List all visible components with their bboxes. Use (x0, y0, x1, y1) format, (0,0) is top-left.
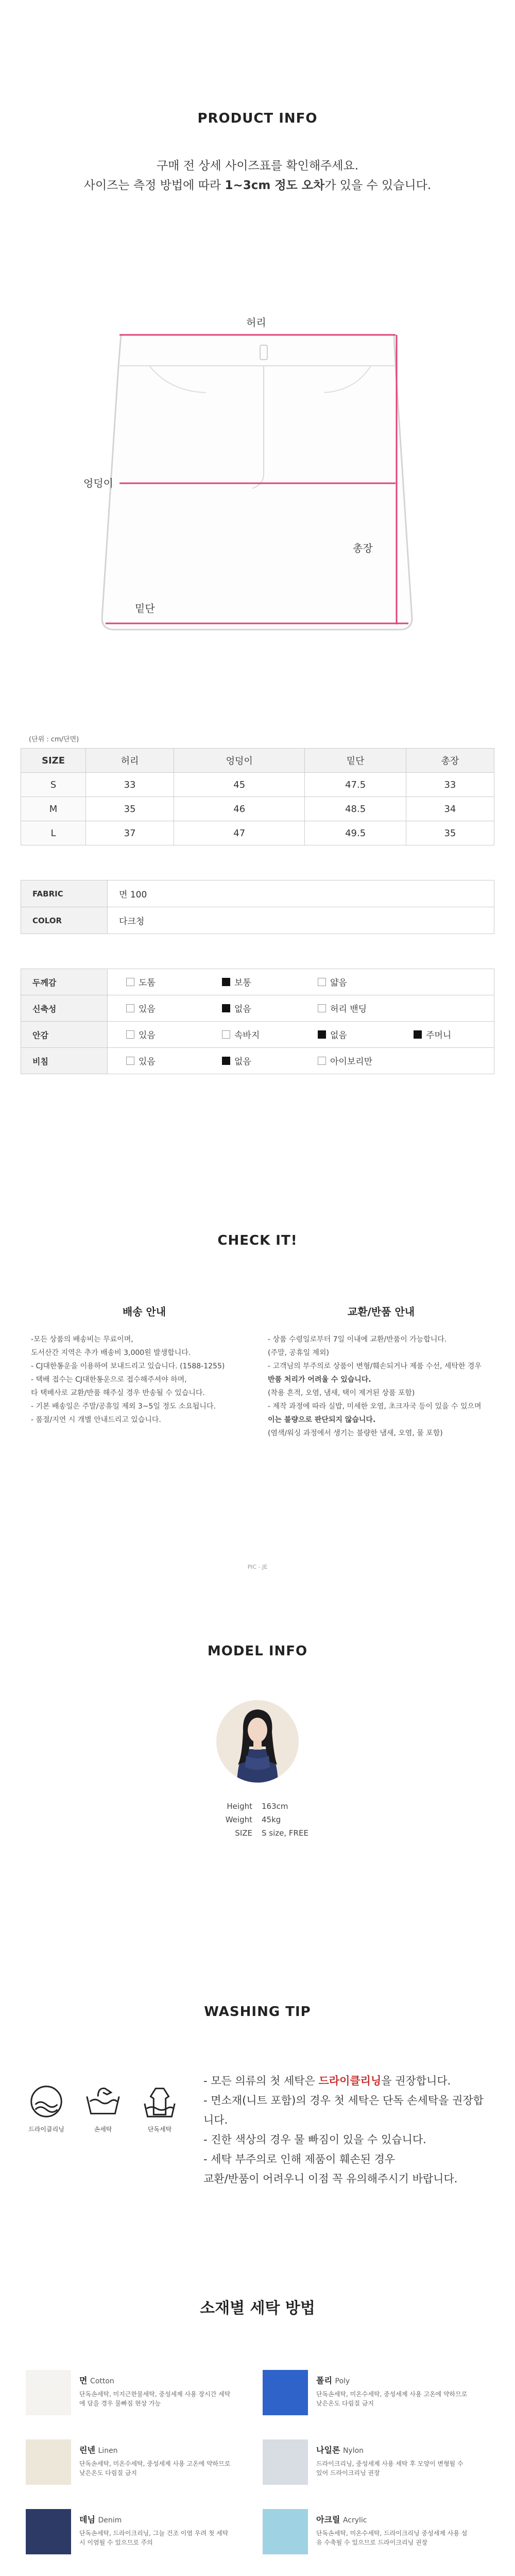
feature-option-label: 있음 (139, 1057, 156, 1067)
material-korean-name: 린넨 (79, 2445, 95, 2455)
tip-text: 교환/반품이 어려우니 이점 꼭 유의해주시기 바랍니다. (203, 2173, 458, 2185)
delivery-line: 도서산간 지역은 추가 배송비 3,000원 발생합니다. (31, 1349, 191, 1357)
material-description: 단독손세탁, 드라이크리닝, 그늘 건조 이염 우려 첫 세탁 시 이염될 수 있으므로 주의 (79, 2530, 229, 2546)
feature-key: 두께감 (21, 969, 108, 995)
feature-option (203, 1054, 299, 1067)
tolerance-highlight: 1~3cm 정도 오차 (225, 179, 325, 192)
unchecked-box-icon (318, 1004, 326, 1012)
feature-option-label: 도톰 (139, 978, 156, 989)
unchecked-box-icon (126, 978, 134, 986)
material-item (263, 2509, 505, 2561)
table-cell: 46 (174, 797, 305, 821)
weight-value: 45kg (262, 1815, 281, 1824)
product-info-line2 (0, 176, 515, 195)
feature-option-label: 얇음 (330, 978, 347, 989)
feature-options (108, 1048, 494, 1074)
material-item (263, 2439, 505, 2491)
feature-row (21, 969, 494, 995)
fabric-row (21, 880, 494, 907)
material-name (79, 2444, 118, 2455)
dry-clean-icon (21, 2081, 72, 2133)
material-korean-name: 폴리 (316, 2376, 332, 2385)
feature-option-label: 보통 (234, 978, 251, 989)
material-english-name: Denim (98, 2516, 122, 2524)
feature-option (203, 1002, 299, 1014)
size-value: S size, FREE (262, 1828, 308, 1838)
washing-tip-line (203, 2130, 492, 2149)
feature-row (21, 995, 494, 1022)
material-korean-name: 면 (79, 2376, 88, 2385)
exchange-line: (착용 흔적, 오염, 냄새, 택이 제거된 상품 포함) (268, 1389, 415, 1397)
delivery-line: - CJ대한통운을 이용하여 보내드리고 있습니다. (1588-1255) (31, 1362, 225, 1370)
unchecked-box-icon (126, 1004, 134, 1012)
delivery-line: - 품절/지연 시 개별 안내드리고 있습니다. (31, 1416, 161, 1424)
small-mark: PIC - JE (247, 1564, 268, 1570)
dry-clean-label: 드라이클리닝 (28, 2126, 64, 2133)
feature-row (21, 1022, 494, 1048)
table-cell: 33 (86, 773, 174, 797)
unchecked-box-icon (126, 1057, 134, 1065)
material-item (26, 2439, 268, 2491)
unchecked-box-icon (318, 1057, 326, 1065)
length-label: 총장 (353, 542, 373, 554)
material-swatch (26, 2509, 71, 2554)
separate-wash-icon (134, 2081, 185, 2133)
material-item (26, 2509, 268, 2561)
feature-option-label: 허리 밴딩 (330, 1004, 367, 1015)
tip-text: - 진한 색상의 경우 물 빠짐이 있을 수 있습니다. (203, 2133, 426, 2146)
material-swatch (263, 2439, 308, 2485)
feature-option-label: 주머니 (426, 1030, 452, 1041)
washing-tips (203, 2071, 492, 2189)
material-item (26, 2370, 268, 2421)
feature-option-label: 없음 (234, 1057, 251, 1067)
exchange-line: - 상품 수령일로부터 7일 이내에 교환/반품이 가능합니다. (268, 1335, 447, 1344)
hem-label: 밑단 (135, 602, 155, 615)
feature-option (108, 1054, 203, 1067)
table-cell: 33 (406, 773, 494, 797)
feature-key: 비침 (21, 1048, 108, 1074)
exchange-line: - 제작 과정에 따라 실밥, 미세한 오염, 초크자국 등이 있을 수 있으며 (268, 1402, 482, 1411)
feature-option-label: 있음 (139, 1004, 156, 1015)
unchecked-box-icon (126, 1030, 134, 1039)
height-key: Height (227, 1802, 252, 1811)
tip-text: 을 권장합니다. (381, 2075, 451, 2087)
delivery-title: 배송 안내 (122, 1306, 166, 1318)
exchange-title: 교환/반품 안내 (347, 1306, 415, 1318)
material-name (316, 2513, 367, 2525)
product-info-section (0, 111, 515, 195)
height-value: 163cm (262, 1802, 288, 1811)
material-care-title: 소재별 세탁 방법 (200, 2299, 315, 2317)
fabric-table (21, 880, 494, 934)
table-cell: 35 (406, 821, 494, 845)
washing-tip-line (203, 2169, 492, 2189)
material-name (316, 2374, 350, 2386)
feature-option (108, 975, 203, 988)
checked-box-icon (222, 1057, 230, 1065)
color-value: 다크청 (108, 907, 494, 934)
feature-option (395, 1028, 491, 1041)
table-cell: 35 (86, 797, 174, 821)
material-name (79, 2513, 122, 2525)
feature-option (299, 1002, 395, 1014)
material-name (316, 2444, 364, 2455)
feature-option (203, 975, 299, 988)
delivery-line: 타 택배사로 교환/반품 해주실 경우 반송될 수 있습니다. (31, 1389, 205, 1397)
separate-wash-label: 단독세탁 (147, 2126, 172, 2133)
table-cell: L (21, 821, 86, 845)
feature-option (108, 1028, 203, 1041)
product-info-title: PRODUCT INFO (197, 111, 318, 126)
material-korean-name: 데님 (79, 2515, 95, 2524)
material-english-name: Linen (98, 2447, 118, 2455)
product-info-subtitle (0, 156, 515, 195)
fabric-key: FABRIC (21, 880, 108, 907)
washing-tip-line (203, 2149, 492, 2169)
hand-wash-label: 손세탁 (94, 2126, 112, 2133)
table-cell: 34 (406, 797, 494, 821)
material-english-name: Nylon (342, 2447, 364, 2455)
feature-option-label: 없음 (330, 1030, 347, 1041)
material-description: 단독손세탁, 미온수세탁, 중성세제 사용 고온에 약하므로 낮은온도 다림질 금지 (79, 2460, 231, 2477)
material-english-name: Acrylic (342, 2516, 367, 2524)
fabric-value: 면 100 (108, 880, 494, 907)
material-description: 단독손세탁, 미지근한물세탁, 중성세제 사용 장시간 세탁에 담을 경우 물빠짐 현상 가능 (79, 2391, 231, 2407)
material-english-name: Cotton (90, 2377, 114, 2385)
exchange-line: 이는 불량으로 판단되지 않습니다. (268, 1416, 376, 1424)
feature-options (108, 995, 494, 1022)
color-row (21, 907, 494, 934)
delivery-line: - 택배 접수는 CJ대한통운으로 접수해주셔야 하며, (31, 1376, 187, 1384)
tip-text: - 모든 의류의 첫 세탁은 (203, 2075, 319, 2087)
material-name (79, 2374, 114, 2386)
checked-box-icon (222, 1004, 230, 1012)
model-stats (216, 1800, 308, 1840)
table-cell: 49.5 (305, 821, 406, 845)
color-key: COLOR (21, 907, 108, 934)
exchange-line: (염색/워싱 과정에서 생기는 불량한 냄새, 오염, 물 포함) (268, 1429, 443, 1437)
delivery-lines (31, 1333, 258, 1427)
feature-options (108, 969, 494, 995)
checked-box-icon (414, 1030, 422, 1039)
model-portrait (216, 1700, 299, 1783)
material-swatch (263, 2509, 308, 2554)
table-cell: 45 (174, 773, 305, 797)
unchecked-box-icon (318, 978, 326, 986)
line2-pre: 사이즈는 측정 방법에 따라 (83, 179, 225, 192)
hand-wash-icon (77, 2081, 129, 2133)
feature-option-label: 아이보리만 (330, 1057, 373, 1067)
tip-highlight: 드라이클리닝 (318, 2075, 382, 2087)
exchange-notice (268, 1303, 494, 1440)
material-swatch (263, 2370, 308, 2415)
material-description: 단독손세탁, 미온수세탁, 드라이크리닝 중성세제 사용 섬유 수축될 수 있으므로 드라이크리닝 권장 (316, 2530, 468, 2546)
size-table-header: 허리 (86, 749, 174, 773)
material-english-name: Poly (335, 2377, 350, 2385)
table-row (21, 773, 494, 797)
table-row (21, 797, 494, 821)
table-cell: 47.5 (305, 773, 406, 797)
tip-text: - 면소재(니트 포함)의 경우 첫 세탁은 단독 손세탁을 권장합니다. (203, 2094, 484, 2126)
model-info-title: MODEL INFO (207, 1643, 308, 1659)
check-it-title: CHECK IT! (217, 1233, 298, 1248)
material-korean-name: 나일론 (316, 2445, 340, 2455)
material-description: 드라이크리닝, 중성세제 사용 세탁 후 모양이 변형될 수 있어 드라이크리닝 권장 (316, 2460, 464, 2477)
exchange-line: (주말, 공휴일 제외) (268, 1349, 329, 1357)
unchecked-box-icon (222, 1030, 230, 1039)
exchange-lines (268, 1333, 494, 1440)
washing-tip-line (203, 2071, 492, 2091)
exchange-line: - 고객님의 부주의로 상품이 변형/훼손되거나 제품 수선, 세탁한 경우 (268, 1362, 482, 1370)
model-photo (216, 1700, 299, 1783)
material-swatch (26, 2370, 71, 2415)
table-cell: 48.5 (305, 797, 406, 821)
size-table-header: SIZE (21, 749, 86, 773)
material-item (263, 2370, 505, 2421)
table-cell: M (21, 797, 86, 821)
feature-key: 안감 (21, 1022, 108, 1048)
material-description: 단독손세탁, 미온수세탁, 중성세제 사용 고온에 약하므로 낮은온도 다림질 금지 (316, 2391, 468, 2407)
feature-option-label: 있음 (139, 1030, 156, 1041)
product-info-line1: 구매 전 상세 사이즈표를 확인해주세요. (156, 159, 359, 173)
model-size-row (216, 1826, 308, 1840)
size-table-header: 엉덩이 (174, 749, 305, 773)
unit-note: (단위 : cm/단면) (29, 736, 79, 743)
exchange-line: 반품 처리가 어려울 수 있습니다. (268, 1376, 371, 1384)
size-table (21, 748, 494, 845)
size-table-header: 총장 (406, 749, 494, 773)
tip-text: - 세탁 부주의로 인해 제품이 훼손된 경우 (203, 2153, 396, 2165)
waist-label: 허리 (246, 316, 266, 329)
model-height-row (216, 1800, 308, 1813)
material-swatch (26, 2439, 71, 2485)
checked-box-icon (222, 978, 230, 986)
feature-option (203, 1028, 299, 1041)
washing-tip-title: WASHING TIP (204, 2004, 311, 2020)
table-cell: S (21, 773, 86, 797)
table-cell: 47 (174, 821, 305, 845)
feature-options (108, 1022, 494, 1048)
material-korean-name: 아크릴 (316, 2515, 340, 2524)
table-row (21, 821, 494, 845)
washing-tip-line (203, 2091, 492, 2130)
feature-key: 신축성 (21, 995, 108, 1022)
checked-box-icon (318, 1030, 326, 1039)
feature-option (108, 1002, 203, 1014)
feature-table-body (21, 969, 494, 1074)
size-key: SIZE (235, 1828, 252, 1838)
table-cell: 37 (86, 821, 174, 845)
line2-post: 가 있을 수 있습니다. (324, 179, 432, 192)
feature-table (21, 969, 494, 1074)
delivery-line: - 기본 배송일은 주말/공휴일 제외 3~5일 정도 소요됩니다. (31, 1402, 216, 1411)
feature-row (21, 1048, 494, 1074)
size-table-header-row (21, 749, 494, 773)
size-diagram (0, 258, 515, 701)
feature-option (299, 1054, 395, 1067)
model-weight-row (216, 1813, 308, 1826)
delivery-line: -모든 상품의 배송비는 무료이며, (31, 1335, 133, 1344)
weight-key: Weight (225, 1815, 252, 1824)
delivery-notice (31, 1303, 258, 1427)
feature-option (299, 975, 395, 988)
size-table-header: 밑단 (305, 749, 406, 773)
feature-option-label: 속바지 (234, 1030, 260, 1041)
hip-label: 엉덩이 (83, 477, 113, 489)
feature-option-label: 없음 (234, 1004, 251, 1015)
feature-option (299, 1028, 395, 1041)
